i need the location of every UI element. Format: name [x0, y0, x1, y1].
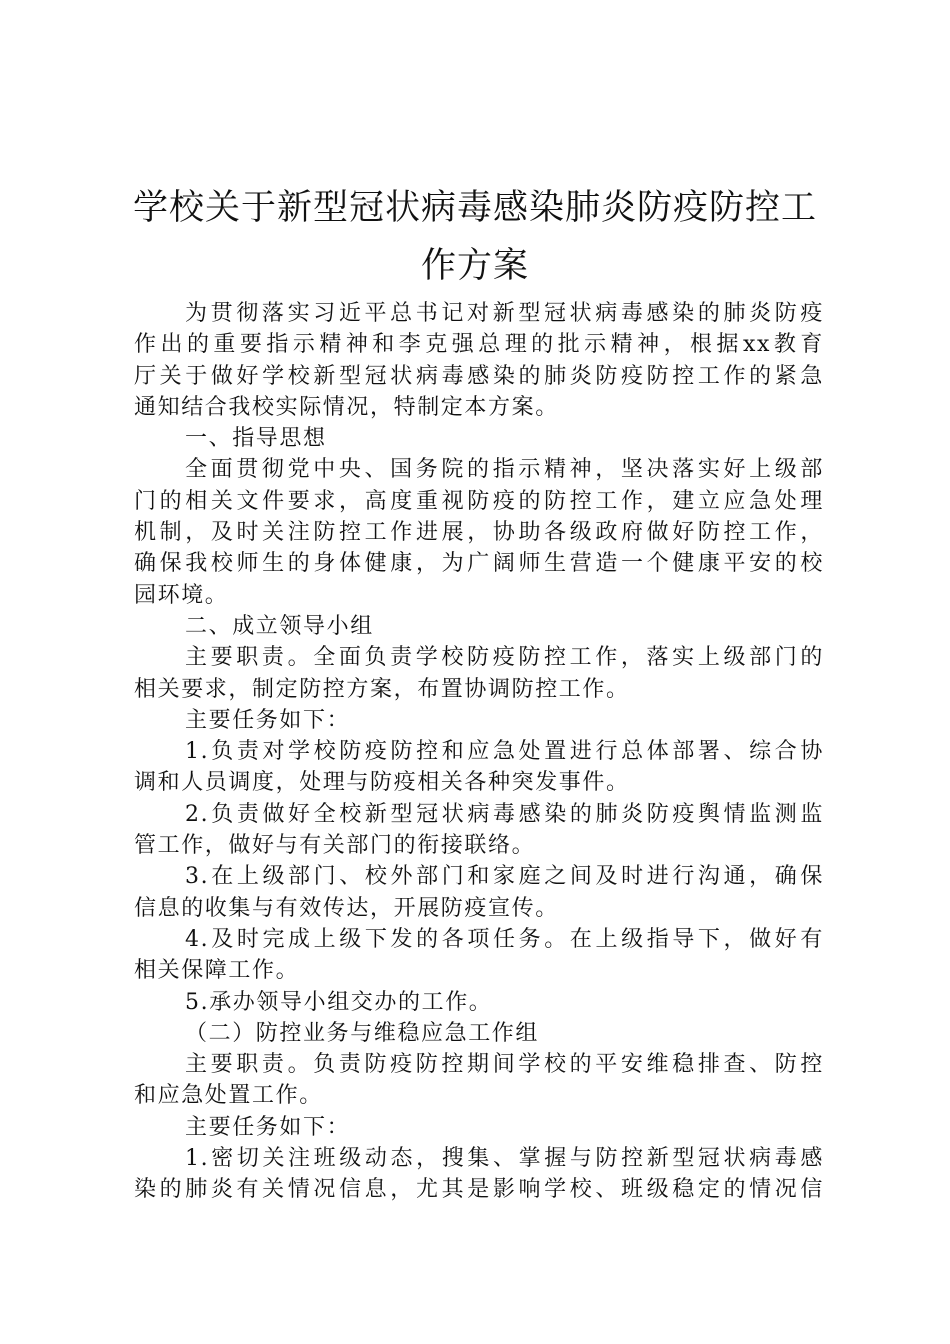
body-line: 主要职责。负责防疫防控期间学校的平安维稳排查、防控 [185, 1052, 824, 1078]
body-line: 厅关于做好学校新型冠状病毒感染的肺炎防疫防控工作的紧急 [134, 363, 824, 389]
body-line: 园环境。 [134, 582, 229, 608]
list-item-line: 3.在上级部门、校外部门和家庭之间及时进行沟通，确保 [185, 864, 824, 890]
body-line: 机制，及时关注防控工作进展，协助各级政府做好防控工作， [134, 520, 824, 546]
body-line: 主要职责。全面负责学校防疫防控工作，落实上级部门的 [185, 645, 824, 671]
list-item-line: 调和人员调度，处理与防疫相关各种突发事件。 [134, 770, 630, 796]
body-line: 确保我校师生的身体健康，为广阔师生营造一个健康平安的校 [134, 551, 824, 577]
body-line: 主要任务如下： [185, 707, 351, 733]
document-title-line-2: 作方案 [420, 246, 529, 286]
section-heading: 一、指导思想 [185, 426, 327, 452]
section-heading: 二、成立领导小组 [185, 613, 374, 639]
body-line: 作出的重要指示精神和李克强总理的批示精神，根据xx教育 [134, 332, 824, 358]
section-heading: （二）防控业务与维稳应急工作组 [185, 1020, 540, 1046]
list-item-line: 4.及时完成上级下发的各项任务。在上级指导下，做好有 [185, 926, 824, 952]
list-item-line: 信息的收集与有效传达，开展防疫宣传。 [134, 895, 559, 921]
list-item-line: 管工作，做好与有关部门的衔接联络。 [134, 833, 536, 859]
body-line: 通知结合我校实际情况，特制定本方案。 [134, 394, 559, 420]
list-item-line: 相关保障工作。 [134, 958, 300, 984]
list-item-line: 2.负责做好全校新型冠状病毒感染的肺炎防疫舆情监测监 [185, 801, 824, 827]
body-line: 和应急处置工作。 [134, 1083, 323, 1109]
body-line: 门的相关文件要求，高度重视防疫的防控工作，建立应急处理 [134, 488, 824, 514]
body-line: 全面贯彻党中央、国务院的指示精神，坚决落实好上级部 [185, 457, 824, 483]
body-line: 相关要求，制定防控方案，布置协调防控工作。 [134, 676, 630, 702]
list-item-line: 5.承办领导小组交办的工作。 [185, 989, 493, 1015]
list-item-line: 1.密切关注班级动态，搜集、掌握与防控新型冠状病毒感 [185, 1146, 824, 1172]
body-line: 主要任务如下： [185, 1114, 351, 1140]
document-title-line-1: 学校关于新型冠状病毒感染肺炎防疫防控工 [132, 188, 817, 228]
list-item-line: 1.负责对学校防疫防控和应急处置进行总体部署、综合协 [185, 739, 824, 765]
list-item-line: 染的肺炎有关情况信息，尤其是影响学校、班级稳定的情况信 [134, 1177, 824, 1203]
document-body [134, 298, 824, 1206]
body-line: 为贯彻落实习近平总书记对新型冠状病毒感染的肺炎防疫 [185, 301, 824, 326]
